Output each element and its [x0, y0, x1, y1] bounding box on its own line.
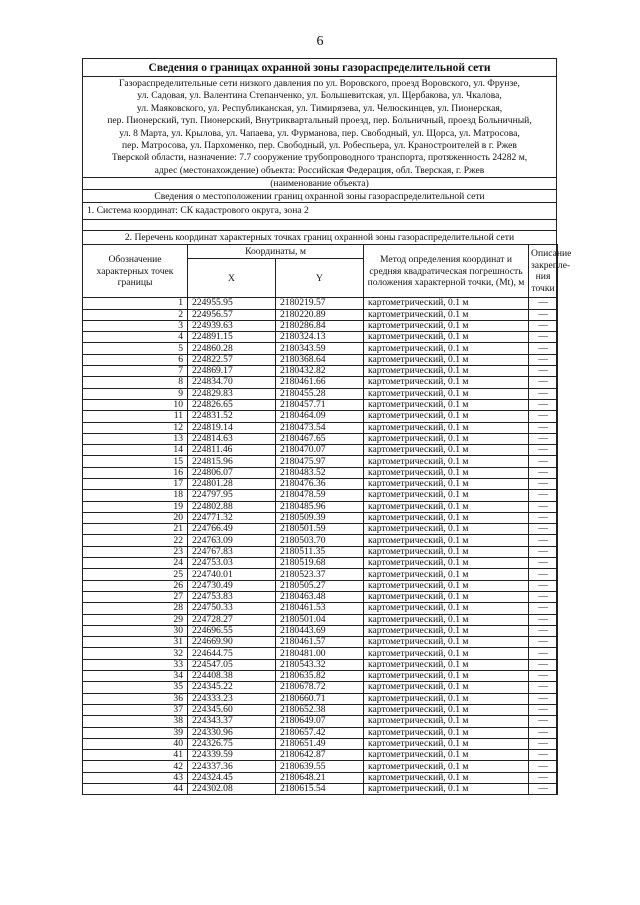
table-row	[83, 422, 558, 433]
coord-x: 224831.52	[188, 411, 276, 422]
header-method: Метод определения координат и средняя квадратическая погрешность положения характерной точки, (Mt), м	[364, 245, 529, 298]
method-cell: картометрический, 0.1 м	[364, 501, 529, 512]
coord-x: 224771.32	[188, 512, 276, 523]
method-cell: картометрический, 0.1 м	[364, 591, 529, 602]
method-cell: картометрический, 0.1 м	[364, 671, 529, 682]
table-row	[83, 479, 558, 490]
point-number: 2	[83, 309, 188, 320]
table-row	[83, 580, 558, 591]
coord-y: 2180642.87	[276, 750, 364, 761]
point-number: 24	[83, 558, 188, 569]
point-number: 35	[83, 682, 188, 693]
fixing-cell: —	[529, 377, 558, 388]
coord-x: 224891.15	[188, 332, 276, 343]
coord-y: 2180543.32	[276, 659, 364, 670]
fixing-cell: —	[529, 411, 558, 422]
coord-y: 2180461.57	[276, 637, 364, 648]
fixing-cell: —	[529, 535, 558, 546]
point-number: 9	[83, 388, 188, 399]
point-number: 27	[83, 591, 188, 602]
point-number: 7	[83, 366, 188, 377]
table-row	[83, 614, 558, 625]
coord-y: 2180455.28	[276, 388, 364, 399]
table-row	[83, 671, 558, 682]
location-subtitle: Сведения о местоположении границ охранной зоны газораспределительной сети	[83, 190, 556, 203]
fixing-cell: —	[529, 671, 558, 682]
table-row	[83, 738, 558, 749]
table-row	[83, 524, 558, 535]
coord-x: 224766.49	[188, 524, 276, 535]
point-number: 17	[83, 479, 188, 490]
point-number: 4	[83, 332, 188, 343]
coord-y: 2180324.13	[276, 332, 364, 343]
table-row	[83, 501, 558, 512]
coord-y: 2180660.71	[276, 693, 364, 704]
coord-y: 2180461.66	[276, 377, 364, 388]
method-cell: картометрический, 0.1 м	[364, 445, 529, 456]
coord-y: 2180519.68	[276, 558, 364, 569]
table-row	[83, 366, 558, 377]
point-number: 14	[83, 445, 188, 456]
table-row	[83, 546, 558, 557]
coord-y: 2180473.54	[276, 422, 364, 433]
table-row	[83, 625, 558, 636]
method-cell: картометрический, 0.1 м	[364, 332, 529, 343]
fixing-cell: —	[529, 580, 558, 591]
coord-y: 2180461.53	[276, 603, 364, 614]
coord-x: 224955.95	[188, 298, 276, 309]
table-row	[83, 535, 558, 546]
coord-x: 224939.63	[188, 320, 276, 331]
table-row	[83, 727, 558, 738]
header-x: X	[188, 259, 276, 298]
coord-x: 224802.88	[188, 501, 276, 512]
fixing-cell: —	[529, 569, 558, 580]
point-number: 44	[83, 784, 188, 795]
table-row	[83, 558, 558, 569]
coord-y: 2180220.89	[276, 309, 364, 320]
coord-x: 224814.63	[188, 433, 276, 444]
fixing-cell: —	[529, 309, 558, 320]
point-number: 19	[83, 501, 188, 512]
coord-y: 2180651.49	[276, 738, 364, 749]
fixing-cell: —	[529, 716, 558, 727]
coord-y: 2180457.71	[276, 399, 364, 410]
fixing-cell: —	[529, 332, 558, 343]
fixing-cell: —	[529, 784, 558, 795]
method-cell: картометрический, 0.1 м	[364, 512, 529, 523]
table-row	[83, 456, 558, 467]
header-coordinates: Координаты, м	[188, 245, 364, 259]
fixing-cell: —	[529, 422, 558, 433]
coord-x: 224815.96	[188, 456, 276, 467]
point-number: 21	[83, 524, 188, 535]
point-number: 3	[83, 320, 188, 331]
method-cell: картометрический, 0.1 м	[364, 659, 529, 670]
coord-y: 2180476.36	[276, 479, 364, 490]
table-row	[83, 716, 558, 727]
coord-x: 224860.28	[188, 343, 276, 354]
page-number: 6	[316, 34, 324, 49]
method-cell: картометрический, 0.1 м	[364, 377, 529, 388]
table-row	[83, 490, 558, 501]
coord-y: 2180470.07	[276, 445, 364, 456]
table-row	[83, 750, 558, 761]
method-cell: картометрический, 0.1 м	[364, 558, 529, 569]
coord-y: 2180485.96	[276, 501, 364, 512]
table-row	[83, 637, 558, 648]
point-number: 22	[83, 535, 188, 546]
table-row	[83, 309, 558, 320]
table-row	[83, 772, 558, 783]
fixing-cell: —	[529, 772, 558, 783]
table-row	[83, 298, 558, 309]
point-number: 34	[83, 671, 188, 682]
point-number: 13	[83, 433, 188, 444]
point-number: 41	[83, 750, 188, 761]
fixing-cell: —	[529, 354, 558, 365]
point-number: 31	[83, 637, 188, 648]
coord-y: 2180443.69	[276, 625, 364, 636]
table-row	[83, 648, 558, 659]
method-cell: картометрический, 0.1 м	[364, 320, 529, 331]
table-row	[83, 343, 558, 354]
point-number: 30	[83, 625, 188, 636]
fixing-cell: —	[529, 704, 558, 715]
point-number: 18	[83, 490, 188, 501]
table-row	[83, 433, 558, 444]
description-line: ул. Маяковского, ул. Республиканская, ул. Тимирязева, ул. Челюскинцев, ул. Пионерская,	[136, 102, 503, 114]
coord-y: 2180483.52	[276, 467, 364, 478]
coord-x: 224547.05	[188, 659, 276, 670]
method-cell: картометрический, 0.1 м	[364, 433, 529, 444]
coord-x: 224829.83	[188, 388, 276, 399]
coord-x: 224669.90	[188, 637, 276, 648]
fixing-cell: —	[529, 614, 558, 625]
fixing-cell: —	[529, 298, 558, 309]
table-row	[83, 659, 558, 670]
method-cell: картометрический, 0.1 м	[364, 614, 529, 625]
coord-x: 224337.36	[188, 761, 276, 772]
fixing-cell: —	[529, 479, 558, 490]
header-y: Y	[276, 259, 364, 298]
coord-x: 224333.23	[188, 693, 276, 704]
method-cell: картометрический, 0.1 м	[364, 309, 529, 320]
table-row	[83, 682, 558, 693]
method-cell: картометрический, 0.1 м	[364, 772, 529, 783]
description-line: пер. Пионерский, туп. Пионерский, Внутриквартальный проезд, пер. Больничный, проезд Больничный,	[107, 115, 532, 127]
coord-x: 224326.75	[188, 738, 276, 749]
section-title: Сведения о границах охранной зоны газораспределительной сети	[83, 59, 556, 77]
fixing-cell: —	[529, 558, 558, 569]
coord-y: 2180678.72	[276, 682, 364, 693]
method-cell: картометрический, 0.1 м	[364, 399, 529, 410]
coord-y: 2180432.82	[276, 366, 364, 377]
point-number: 11	[83, 411, 188, 422]
document-frame	[82, 58, 572, 795]
point-number: 10	[83, 399, 188, 410]
description-line: ул. 8 Марта, ул. Крылова, ул. Чапаева, ул. Фурманова, пер. Свободный, ул. Щорса, ул. Матросова,	[119, 127, 520, 139]
coord-y: 2180368.64	[276, 354, 364, 365]
coord-x: 224740.01	[188, 569, 276, 580]
fixing-cell: —	[529, 433, 558, 444]
point-number: 43	[83, 772, 188, 783]
table-row	[83, 761, 558, 772]
method-cell: картометрический, 0.1 м	[364, 738, 529, 749]
point-number: 38	[83, 716, 188, 727]
method-cell: картометрический, 0.1 м	[364, 411, 529, 422]
coord-x: 224822.57	[188, 354, 276, 365]
coord-y: 2180219.57	[276, 298, 364, 309]
method-cell: картометрический, 0.1 м	[364, 422, 529, 433]
point-number: 36	[83, 693, 188, 704]
fixing-cell: —	[529, 750, 558, 761]
fixing-cell: —	[529, 637, 558, 648]
method-cell: картометрический, 0.1 м	[364, 456, 529, 467]
table-row	[83, 411, 558, 422]
fixing-cell: —	[529, 490, 558, 501]
coord-x: 224345.60	[188, 704, 276, 715]
coord-x: 224753.83	[188, 591, 276, 602]
coord-y: 2180463.48	[276, 591, 364, 602]
table-row	[83, 399, 558, 410]
point-number: 12	[83, 422, 188, 433]
description-line: пер. Матросова, ул. Пархоменко, пер. Свободный, ул. Робеспьера, ул. Краностроителей в г. Ржев	[122, 140, 517, 152]
table-row	[83, 467, 558, 478]
method-cell: картометрический, 0.1 м	[364, 524, 529, 535]
fixing-cell: —	[529, 738, 558, 749]
coord-y: 2180635.82	[276, 671, 364, 682]
coord-x: 224644.75	[188, 648, 276, 659]
description-line: Газораспределительные сети низкого давления по ул. Воровского, проезд Воровского, ул. Фрунзе,	[119, 78, 520, 89]
coord-y: 2180509.39	[276, 512, 364, 523]
coord-y: 2180652.38	[276, 704, 364, 715]
table-row	[83, 591, 558, 602]
coord-y: 2180639.55	[276, 761, 364, 772]
coord-x: 224956.57	[188, 309, 276, 320]
table-row	[83, 603, 558, 614]
point-number: 26	[83, 580, 188, 591]
coordinate-system: 1. Система координат: СК кадастрового округа, зона 2	[83, 203, 556, 220]
method-cell: картометрический, 0.1 м	[364, 366, 529, 377]
method-cell: картометрический, 0.1 м	[364, 682, 529, 693]
point-number: 40	[83, 738, 188, 749]
coord-x: 224750.33	[188, 603, 276, 614]
fixing-cell: —	[529, 388, 558, 399]
fixing-cell: —	[529, 625, 558, 636]
point-number: 6	[83, 354, 188, 365]
coord-x: 224806.07	[188, 467, 276, 478]
coord-y: 2180649.07	[276, 716, 364, 727]
point-number: 5	[83, 343, 188, 354]
method-cell: картометрический, 0.1 м	[364, 693, 529, 704]
point-number: 29	[83, 614, 188, 625]
table-row	[83, 320, 558, 331]
coord-x: 224696.55	[188, 625, 276, 636]
coord-y: 2180286.84	[276, 320, 364, 331]
point-number: 20	[83, 512, 188, 523]
coord-x: 224834.70	[188, 377, 276, 388]
coord-x: 224763.09	[188, 535, 276, 546]
coord-x: 224826.65	[188, 399, 276, 410]
spacer-row	[83, 220, 556, 231]
points-list-title: 2. Перечень координат характерных точках границ охранной зоны газораспределительной сети	[83, 231, 556, 245]
method-cell: картометрический, 0.1 м	[364, 716, 529, 727]
object-name-label: (наименование объекта)	[83, 178, 556, 190]
method-cell: картометрический, 0.1 м	[364, 637, 529, 648]
point-number: 16	[83, 467, 188, 478]
table-row	[83, 377, 558, 388]
point-number: 32	[83, 648, 188, 659]
coord-x: 224408.38	[188, 671, 276, 682]
fixing-cell: —	[529, 591, 558, 602]
fixing-cell: —	[529, 659, 558, 670]
table-row	[83, 445, 558, 456]
coord-x: 224869.17	[188, 366, 276, 377]
coord-x: 224728.27	[188, 614, 276, 625]
coord-x: 224343.37	[188, 716, 276, 727]
method-cell: картометрический, 0.1 м	[364, 648, 529, 659]
coord-y: 2180501.59	[276, 524, 364, 535]
point-number: 25	[83, 569, 188, 580]
point-number: 8	[83, 377, 188, 388]
method-cell: картометрический, 0.1 м	[364, 388, 529, 399]
method-cell: картометрический, 0.1 м	[364, 784, 529, 795]
object-description	[83, 77, 556, 178]
point-number: 15	[83, 456, 188, 467]
table-row	[83, 693, 558, 704]
method-cell: картометрический, 0.1 м	[364, 535, 529, 546]
method-cell: картометрический, 0.1 м	[364, 467, 529, 478]
table-row	[83, 388, 558, 399]
coord-y: 2180657.42	[276, 727, 364, 738]
description-line: адрес (местонахождение) объекта: Российская Федерация, обл. Тверская, г. Ржев	[154, 164, 485, 176]
coord-x: 224339.59	[188, 750, 276, 761]
method-cell: картометрический, 0.1 м	[364, 343, 529, 354]
coord-x: 224753.03	[188, 558, 276, 569]
table-row	[83, 569, 558, 580]
coord-y: 2180503.70	[276, 535, 364, 546]
fixing-cell: —	[529, 320, 558, 331]
fixing-cell: —	[529, 501, 558, 512]
coord-x: 224811.46	[188, 445, 276, 456]
coord-y: 2180343.59	[276, 343, 364, 354]
point-number: 1	[83, 298, 188, 309]
coord-x: 224767.83	[188, 546, 276, 557]
method-cell: картометрический, 0.1 м	[364, 704, 529, 715]
description-line: ул. Садовая, ул. Валентина Степанченко, ул. Большевитская, ул. Щербакова, ул. Чкалова,	[137, 90, 502, 102]
point-number: 23	[83, 546, 188, 557]
fixing-cell: —	[529, 546, 558, 557]
fixing-cell: —	[529, 761, 558, 772]
header-designation: Обозначение характерных точек границы	[83, 245, 188, 298]
coord-x: 224797.95	[188, 490, 276, 501]
coord-y: 2180523.37	[276, 569, 364, 580]
table-row	[83, 784, 558, 795]
method-cell: картометрический, 0.1 м	[364, 490, 529, 501]
coord-y: 2180615.54	[276, 784, 364, 795]
point-number: 42	[83, 761, 188, 772]
fixing-cell: —	[529, 445, 558, 456]
header-fixing: Описание закрепле-ния точки	[529, 245, 558, 298]
coord-y: 2180481.00	[276, 648, 364, 659]
fixing-cell: —	[529, 693, 558, 704]
point-number: 28	[83, 603, 188, 614]
coord-y: 2180478.59	[276, 490, 364, 501]
fixing-cell: —	[529, 467, 558, 478]
coord-x: 224302.08	[188, 784, 276, 795]
coord-x: 224324.45	[188, 772, 276, 783]
description-line: Тверской области, назначение: 7.7 сооружение трубопроводного транспорта, протяженность 24282 м,	[111, 152, 528, 164]
fixing-cell: —	[529, 399, 558, 410]
fixing-cell: —	[529, 343, 558, 354]
coord-x: 224801.28	[188, 479, 276, 490]
fixing-cell: —	[529, 682, 558, 693]
coord-y: 2180464.09	[276, 411, 364, 422]
table-row	[83, 704, 558, 715]
coord-x: 224330.96	[188, 727, 276, 738]
method-cell: картометрический, 0.1 м	[364, 546, 529, 557]
method-cell: картометрический, 0.1 м	[364, 569, 529, 580]
point-number: 37	[83, 704, 188, 715]
method-cell: картометрический, 0.1 м	[364, 479, 529, 490]
fixing-cell: —	[529, 366, 558, 377]
method-cell: картометрический, 0.1 м	[364, 727, 529, 738]
coord-x: 224819.14	[188, 422, 276, 433]
fixing-cell: —	[529, 648, 558, 659]
fixing-cell: —	[529, 727, 558, 738]
coord-y: 2180648.21	[276, 772, 364, 783]
table-row	[83, 354, 558, 365]
table-row	[83, 512, 558, 523]
coord-y: 2180475.97	[276, 456, 364, 467]
method-cell: картометрический, 0.1 м	[364, 603, 529, 614]
method-cell: картометрический, 0.1 м	[364, 580, 529, 591]
table-row	[83, 332, 558, 343]
coord-x: 224730.49	[188, 580, 276, 591]
point-number: 33	[83, 659, 188, 670]
method-cell: картометрический, 0.1 м	[364, 761, 529, 772]
fixing-cell: —	[529, 524, 558, 535]
method-cell: картометрический, 0.1 м	[364, 625, 529, 636]
coord-y: 2180511.35	[276, 546, 364, 557]
fixing-cell: —	[529, 603, 558, 614]
fixing-cell: —	[529, 512, 558, 523]
coord-y: 2180505.27	[276, 580, 364, 591]
fixing-cell: —	[529, 456, 558, 467]
coord-y: 2180501.04	[276, 614, 364, 625]
coord-x: 224345.22	[188, 682, 276, 693]
point-number: 39	[83, 727, 188, 738]
coordinates-table	[82, 244, 572, 795]
method-cell: картометрический, 0.1 м	[364, 354, 529, 365]
method-cell: картометрический, 0.1 м	[364, 750, 529, 761]
method-cell: картометрический, 0.1 м	[364, 298, 529, 309]
coord-y: 2180467.65	[276, 433, 364, 444]
